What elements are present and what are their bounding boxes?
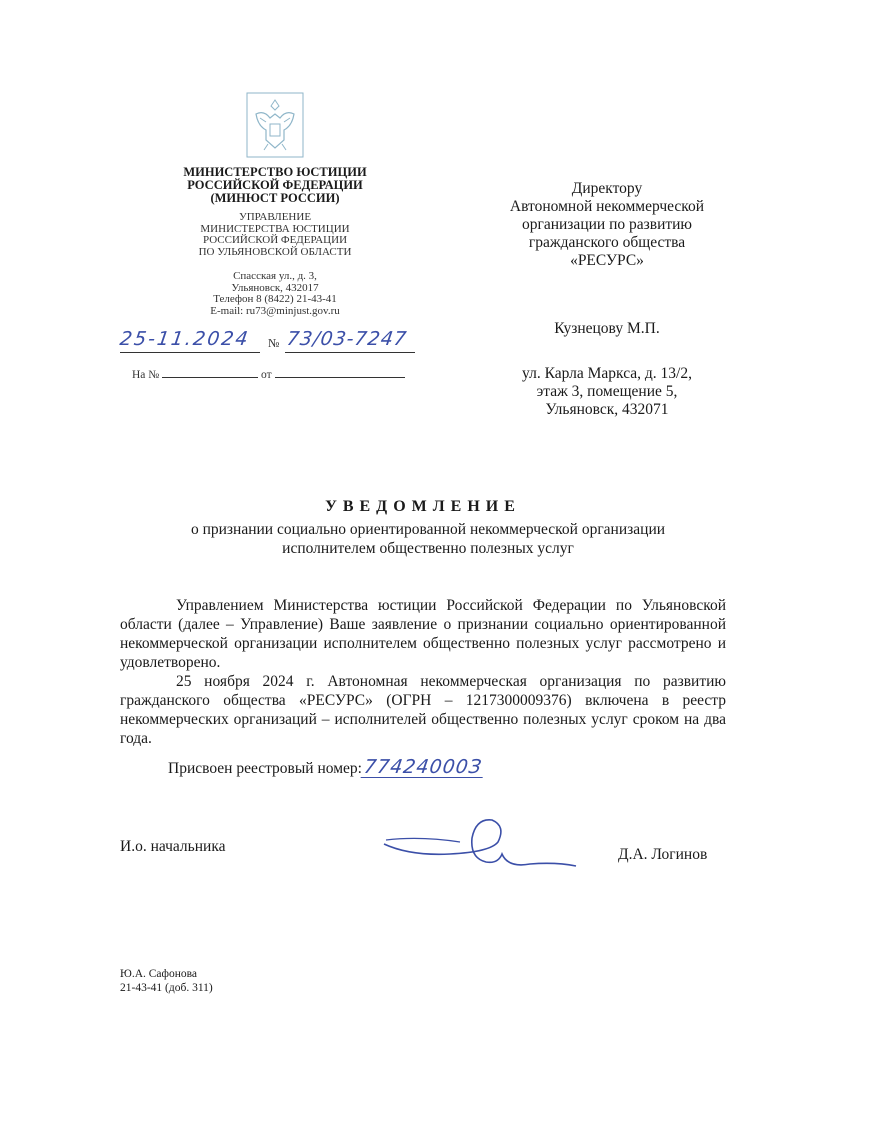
subtitle-line: исполнителем общественно полезных услуг xyxy=(282,540,574,557)
ministry-line: РОССИЙСКОЙ ФЕДЕРАЦИИ xyxy=(187,178,363,192)
ministry-header xyxy=(150,166,400,205)
recipient-line: гражданского общества xyxy=(528,234,686,251)
address-line: Спасская ул., д. 3, xyxy=(233,270,317,282)
state-emblem-icon xyxy=(246,92,304,158)
reply-label: На № xyxy=(132,369,160,381)
recipient-line: организации по развитию xyxy=(521,216,693,233)
department-line: РОССИЙСКОЙ ФЕДЕРАЦИИ xyxy=(202,234,348,246)
ministry-line: МИНИСТЕРСТВО ЮСТИЦИИ xyxy=(183,165,367,179)
recipient-name: Кузнецову М.П. xyxy=(554,320,660,337)
document-subtitle xyxy=(130,520,726,558)
reply-reference xyxy=(132,368,422,381)
registry-number: 77424000З xyxy=(362,756,484,778)
reply-from-label: от xyxy=(261,369,272,381)
address-line: E-mail: ru73@minjust.gov.ru xyxy=(210,304,340,317)
registry-line xyxy=(120,758,726,778)
signer-title: И.о. начальника xyxy=(120,838,226,855)
recipient-address-line: Ульяновск, 432071 xyxy=(545,401,669,418)
executor-phone: 21-43-41 (доб. 311) xyxy=(120,982,213,994)
department-line: МИНИСТЕРСТВА ЮСТИЦИИ xyxy=(200,222,350,235)
recipient-line: «РЕСУРС» xyxy=(570,252,644,269)
outgoing-date: 25-11.2024 xyxy=(118,328,252,350)
body-paragraph: 25 ноября 2024 г. Автономная некоммерческая организация по развитию гражданского общества «РЕСУРС» (ОГРН – 1217300009376) включена в реестр некоммерческих организаций – исполнителей общественно полезных услуг сроком на два года. xyxy=(120,673,726,747)
sender-address xyxy=(150,271,400,317)
registry-label: Присвоен реестровый номер: xyxy=(168,760,362,777)
subtitle-line: о признании социально ориентированной некоммерческой организации xyxy=(190,521,666,538)
executor-info xyxy=(120,967,213,995)
department-header xyxy=(150,212,400,258)
department-line: УПРАВЛЕНИЕ xyxy=(238,211,312,223)
department-line: ПО УЛЬЯНОВСКОЙ ОБЛАСТИ xyxy=(198,245,352,258)
document-body xyxy=(120,596,726,748)
number-sign: № xyxy=(268,336,280,350)
address-line: Ульяновск, 432017 xyxy=(231,281,319,294)
address-line: Телефон 8 (8422) 21-43-41 xyxy=(213,293,337,305)
ministry-line: (МИНЮСТ РОССИИ) xyxy=(210,191,340,205)
document-title: УВЕДОМЛЕНИЕ xyxy=(325,498,521,515)
outgoing-number: 73/03-7247 xyxy=(285,328,409,350)
recipient-address xyxy=(472,365,742,419)
recipient-line: Автономной некоммерческой xyxy=(509,198,705,215)
recipient-line: Директору xyxy=(571,180,643,197)
recipient-address-line: этаж 3, помещение 5, xyxy=(536,383,678,400)
handwritten-signature xyxy=(380,812,580,882)
recipient-block xyxy=(472,180,742,270)
outgoing-underline xyxy=(120,352,415,353)
executor-name: Ю.А. Сафонова xyxy=(120,968,198,980)
signer-name: Д.А. Логинов xyxy=(618,846,708,863)
body-paragraph: Управлением Министерства юстиции Российской Федерации по Ульяновской области (далее – Управление) Ваше заявление о признании социально ориентированной некоммерческой организации исполнителем общественно полезных услуг рассмотрено и удовлетворено. xyxy=(120,597,726,671)
recipient-address-line: ул. Карла Маркса, д. 13/2, xyxy=(522,365,692,382)
